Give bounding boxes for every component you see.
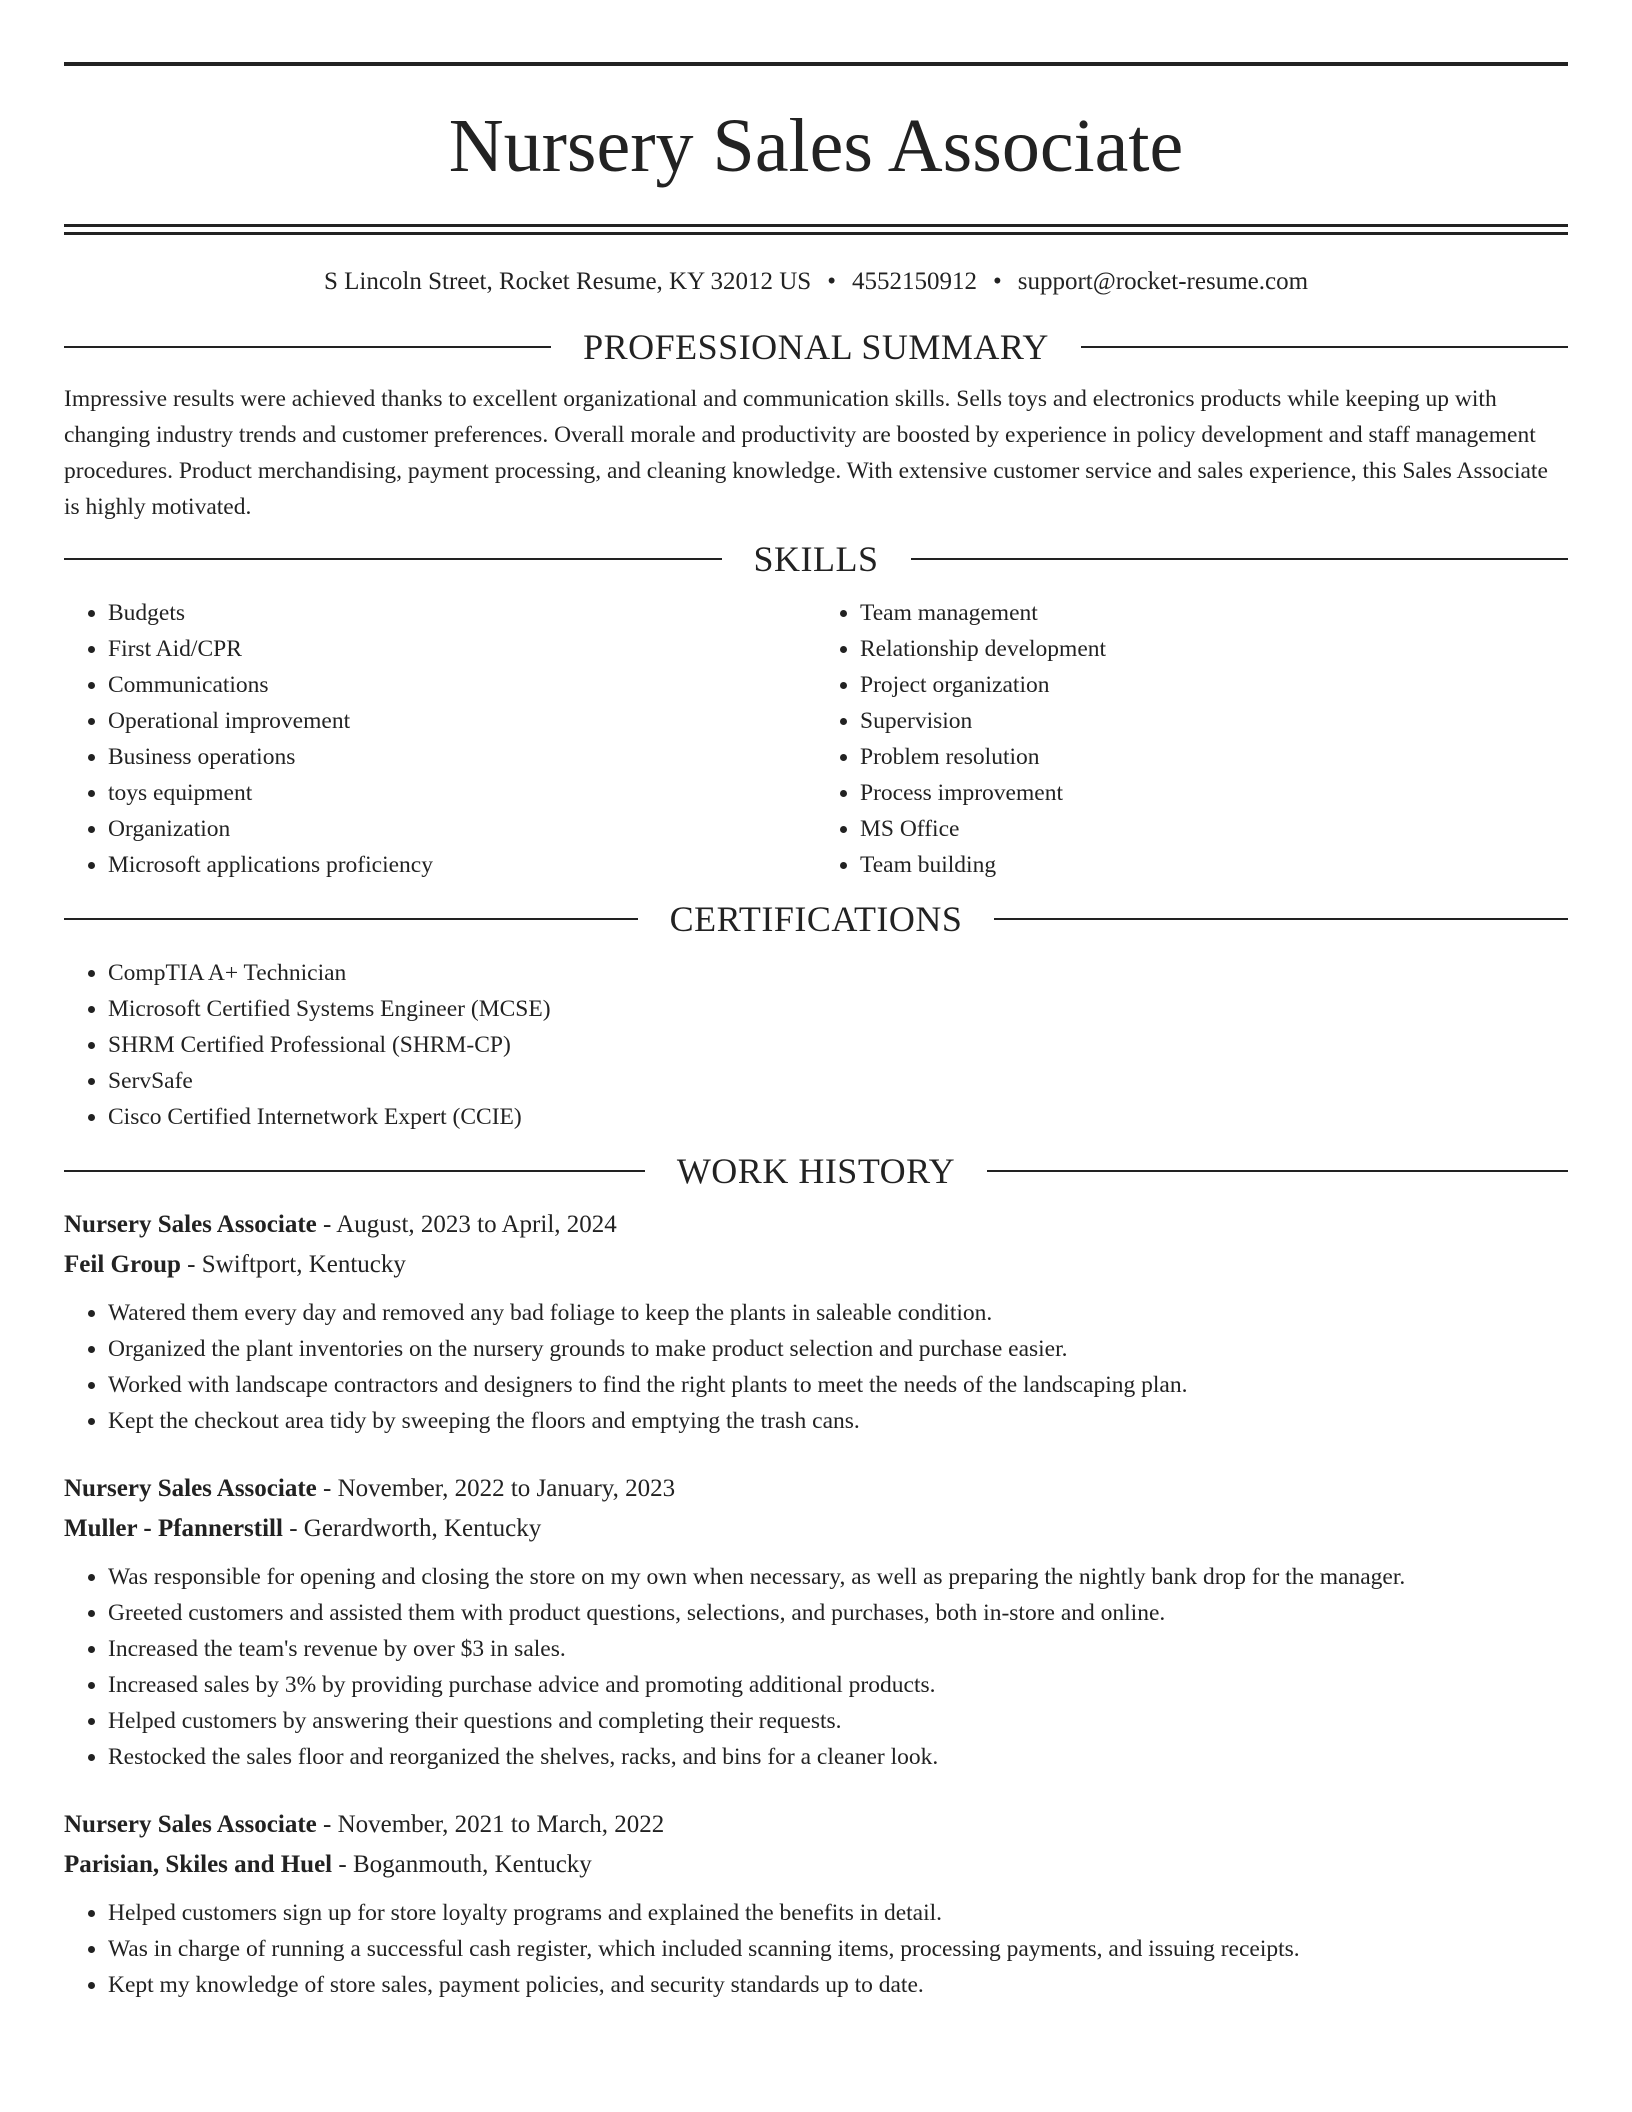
skill-item: • Team management	[860, 595, 1568, 631]
skills-columns	[64, 595, 1568, 883]
section-rule	[911, 558, 1569, 560]
section-rule	[64, 558, 722, 560]
section-header-certifications	[64, 897, 1568, 941]
job-title-line: Nursery Sales Associate - November, 2022 to January, 2023	[64, 1475, 676, 1502]
page-title: Nursery Sales Associate	[448, 104, 1184, 188]
section-title-work-history: WORK HISTORY	[676, 1151, 956, 1191]
job-bullet: • Was in charge of running a successful cash register, which included scanning items, processing payments, and issuing receipts.	[108, 1931, 1568, 1967]
skill-item: • toys equipment	[108, 775, 816, 811]
skill-item: • Budgets	[108, 595, 816, 631]
contact-separator: •	[827, 268, 836, 295]
job-title-line: Nursery Sales Associate - November, 2021 to March, 2022	[64, 1811, 665, 1838]
skill-item: • Process improvement	[860, 775, 1568, 811]
job-bullet: • Watered them every day and removed any bad foliage to keep the plants in saleable condition.	[108, 1295, 1568, 1331]
section-rule	[1081, 346, 1568, 348]
skill-item: • Communications	[108, 667, 816, 703]
job-bullet: • Organized the plant inventories on the nursery grounds to make product selection and purchase easier.	[108, 1331, 1568, 1367]
job-bullets	[64, 1895, 1568, 2003]
job-title-line: Nursery Sales Associate - August, 2023 to April, 2024	[64, 1211, 617, 1238]
certification-item: • SHRM Certified Professional (SHRM-CP)	[108, 1027, 1568, 1063]
job-company: Feil Group	[64, 1251, 181, 1278]
header-top-rule	[64, 62, 1568, 66]
skill-item: • Supervision	[860, 703, 1568, 739]
job-entry	[64, 1469, 1568, 1775]
skill-item: • Business operations	[108, 739, 816, 775]
job-bullet: • Greeted customers and assisted them with product questions, selections, and purchases, both in-store and online.	[108, 1595, 1568, 1631]
job-bullet: • Increased sales by 3% by providing purchase advice and promoting additional products.	[108, 1667, 1568, 1703]
job-bullet: • Restocked the sales floor and reorganized the shelves, racks, and bins for a cleaner look.	[108, 1739, 1568, 1775]
section-rule	[64, 1170, 645, 1172]
job-entry	[64, 1805, 1568, 2003]
job-title: Nursery Sales Associate	[64, 1211, 317, 1238]
job-bullet: • Increased the team's revenue by over $3 in sales.	[108, 1631, 1568, 1667]
skill-item: • First Aid/CPR	[108, 631, 816, 667]
skills-list-left	[64, 595, 816, 883]
section-title-certifications: CERTIFICATIONS	[669, 899, 963, 939]
summary-text: Impressive results were achieved thanks to excellent organizational and communication skills. Sells toys and electronics products while keeping up with changing industry trends and customer preferences. Overall morale and productivity are boosted by experience in policy development and staff management procedures. Product merchandising, payment processing, and cleaning knowledge. With extensive customer service and sales experience, this Sales Associate is highly motivated.	[64, 386, 1548, 520]
header-double-rule	[64, 224, 1568, 235]
skill-item: • Relationship development	[860, 631, 1568, 667]
job-bullets	[64, 1295, 1568, 1439]
job-bullet: • Worked with landscape contractors and designers to find the right plants to meet the needs of the landscaping plan.	[108, 1367, 1568, 1403]
job-dates: November, 2022 to January, 2023	[337, 1475, 676, 1502]
job-entry	[64, 1205, 1568, 1439]
job-company-line: Feil Group - Swiftport, Kentucky	[64, 1251, 406, 1278]
job-title: Nursery Sales Associate	[64, 1475, 317, 1502]
job-title: Nursery Sales Associate	[64, 1811, 317, 1838]
certifications-list	[64, 955, 1568, 1135]
skill-item: • Team building	[860, 847, 1568, 883]
job-bullet: • Was responsible for opening and closing the store on my own when necessary, as well as preparing the nightly bank drop for the manager.	[108, 1559, 1568, 1595]
section-title-skills: SKILLS	[753, 539, 879, 579]
job-bullet: • Helped customers by answering their questions and completing their requests.	[108, 1703, 1568, 1739]
section-rule	[64, 346, 551, 348]
skill-item: • Project organization	[860, 667, 1568, 703]
certification-item: • Microsoft Certified Systems Engineer (MCSE)	[108, 991, 1568, 1027]
section-rule	[994, 918, 1568, 920]
job-bullet: • Kept my knowledge of store sales, payment policies, and security standards up to date.	[108, 1967, 1568, 2003]
job-bullet: • Helped customers sign up for store loyalty programs and explained the benefits in detail.	[108, 1895, 1568, 1931]
contact-separator: •	[992, 268, 1002, 295]
job-company-line: Parisian, Skiles and Huel - Boganmouth, Kentucky	[64, 1851, 592, 1878]
contact-line	[64, 265, 1568, 299]
section-title-summary: PROFESSIONAL SUMMARY	[583, 327, 1049, 367]
section-rule	[987, 1170, 1568, 1172]
skills-list-right	[816, 595, 1568, 883]
job-location: Gerardworth, Kentucky	[303, 1515, 542, 1542]
section-rule	[64, 918, 638, 920]
job-company: Parisian, Skiles and Huel	[64, 1851, 333, 1878]
section-header-summary	[64, 325, 1568, 369]
section-header-skills	[64, 537, 1568, 581]
certification-item: • Cisco Certified Internetwork Expert (CCIE)	[108, 1099, 1568, 1135]
certification-item: • ServSafe	[108, 1063, 1568, 1099]
contact-phone: 4552150912	[851, 268, 977, 295]
job-company-line: Muller - Pfannerstill - Gerardworth, Kentucky	[64, 1515, 542, 1542]
contact-email: support@rocket-resume.com	[1017, 268, 1309, 295]
job-location: Boganmouth, Kentucky	[352, 1851, 592, 1878]
job-bullet: • Kept the checkout area tidy by sweeping the floors and emptying the trash cans.	[108, 1403, 1568, 1439]
job-dates: August, 2023 to April, 2024	[336, 1211, 617, 1238]
job-bullets	[64, 1559, 1568, 1775]
contact-address: S Lincoln Street, Rocket Resume, KY 32012 US	[323, 268, 812, 295]
job-location: Swiftport, Kentucky	[201, 1251, 406, 1278]
skill-item: • Operational improvement	[108, 703, 816, 739]
skill-item: • MS Office	[860, 811, 1568, 847]
skill-item: • Problem resolution	[860, 739, 1568, 775]
certification-item: • CompTIA A+ Technician	[108, 955, 1568, 991]
section-header-work-history	[64, 1149, 1568, 1193]
job-company: Muller - Pfannerstill	[64, 1515, 283, 1542]
job-dates: November, 2021 to March, 2022	[337, 1811, 665, 1838]
skill-item: • Organization	[108, 811, 816, 847]
skill-item: • Microsoft applications proficiency	[108, 847, 816, 883]
